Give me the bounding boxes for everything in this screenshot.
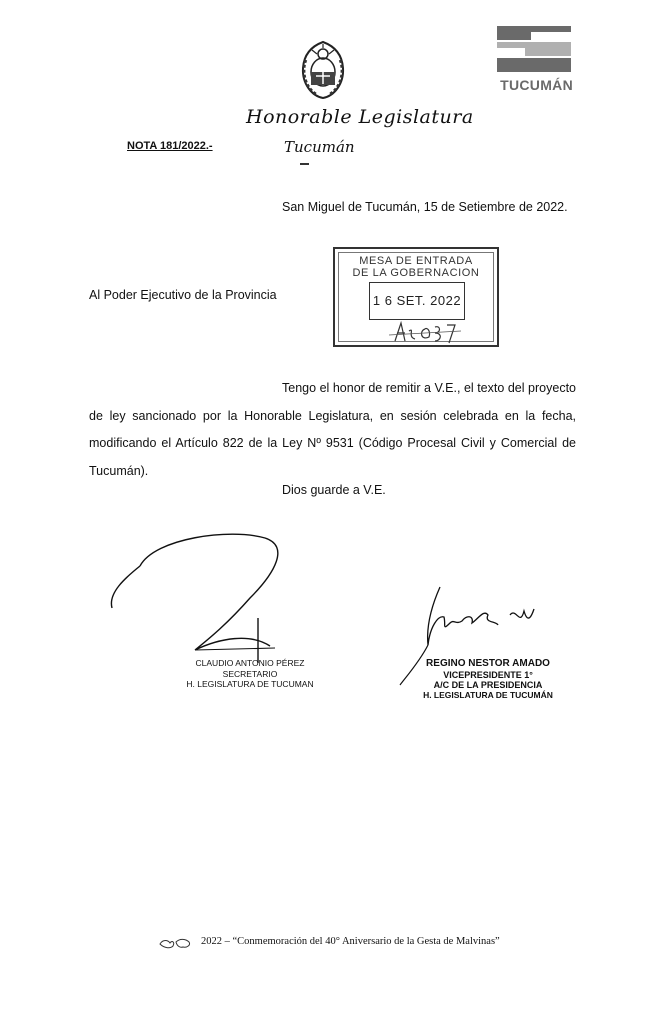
- institution-name: Honorable Legislatura: [246, 106, 474, 128]
- signatory2-institution: H. LEGISLATURA DE TUCUMÁN: [423, 690, 553, 700]
- recipient: Al Poder Ejecutivo de la Provincia: [89, 288, 277, 302]
- footer-commemoration: 2022 – “Conmemoración del 40° Aniversario de la Gesta de Malvinas”: [201, 936, 500, 947]
- signatory1-institution: H. LEGISLATURA DE TUCUMAN: [186, 679, 314, 689]
- malvinas-islands-icon: [158, 936, 192, 950]
- body-paragraph: Tengo el honor de remitir a V.E., el texto del proyecto de ley sancionado por la Honorable Legislatura, en sesión celebrada en la fecha, modificando el Artículo 822 de la Ley Nº 9531 (Código Procesal Civil y Comercial de Tucumán).: [89, 381, 576, 478]
- stamp-line1: MESA DE ENTRADA: [359, 255, 473, 267]
- reception-stamp: [333, 247, 499, 347]
- institution-city: Tucumán: [284, 138, 355, 156]
- signatory1-role: SECRETARIO: [222, 669, 278, 679]
- signatory2-role: VICEPRESIDENTE 1°: [443, 670, 533, 680]
- province-logo-text: TUCUMÁN: [500, 77, 573, 93]
- stamp-line2: DE LA GOBERNACION: [352, 267, 480, 279]
- tucuman-logo-icon: [497, 26, 571, 74]
- note-number: NOTA 181/2022.-: [127, 140, 213, 152]
- signature-claudio-perez: [100, 528, 300, 663]
- signatory1-name: CLAUDIO ANTONIO PÉREZ: [195, 658, 305, 668]
- stamp-date-box: [369, 282, 465, 320]
- stamp-date: 1 6 SET. 2022: [372, 293, 462, 308]
- signatory2-role2: A/C DE LA PRESIDENCIA: [433, 680, 543, 690]
- body-paragraph-container: [89, 375, 576, 485]
- closing-line: Dios guarde a V.E.: [282, 483, 386, 497]
- coat-of-arms-icon: [296, 40, 350, 100]
- place-date: San Miguel de Tucumán, 15 de Setiembre de 2022.: [282, 200, 568, 214]
- header-divider: [300, 163, 309, 165]
- signatory2-name: REGINO NESTOR AMADO: [426, 658, 550, 669]
- stamp-handwritten-mark: [385, 319, 465, 345]
